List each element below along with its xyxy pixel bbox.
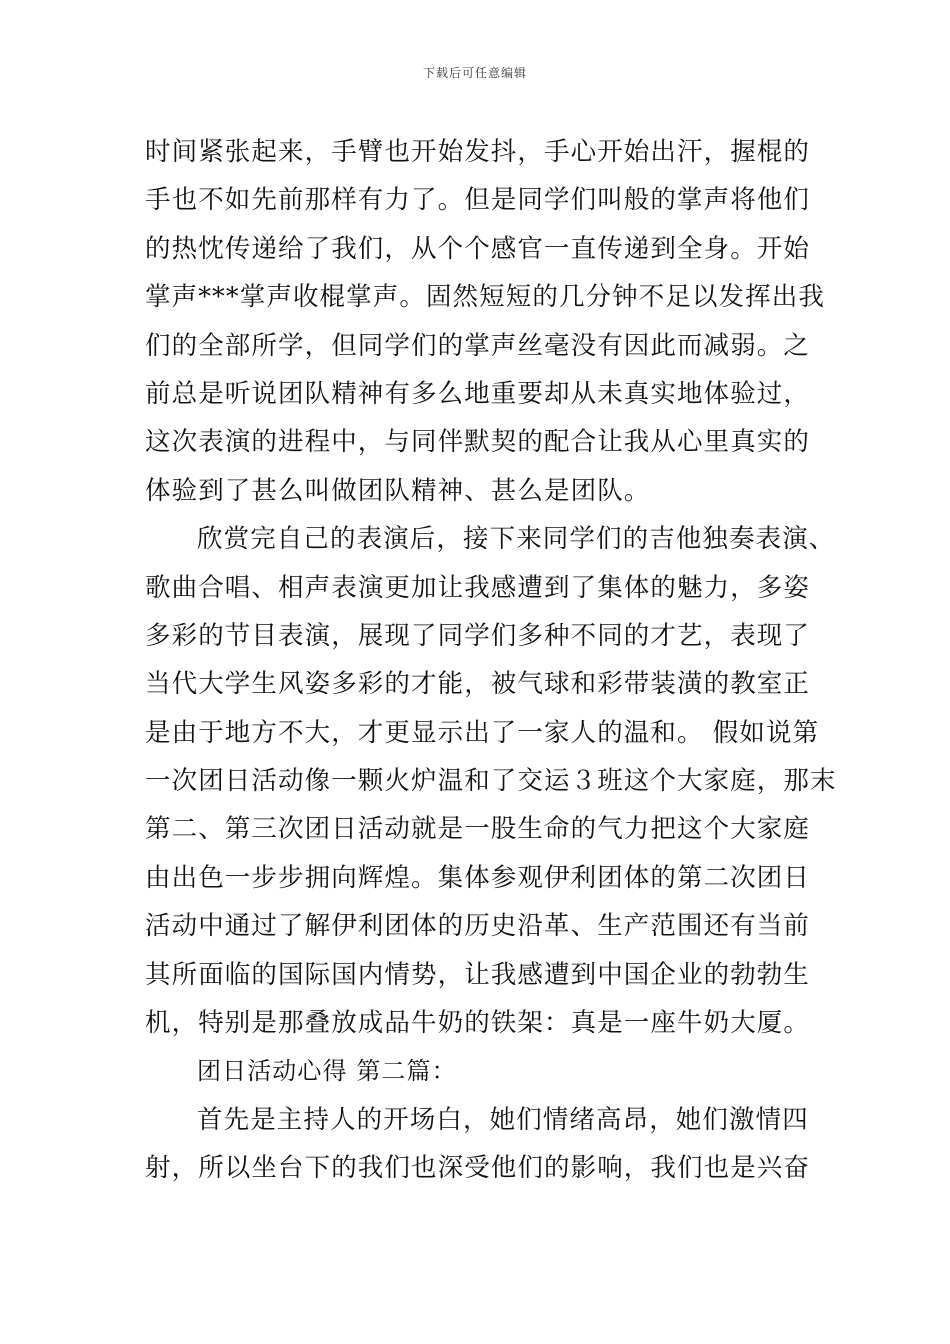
text-line: 多彩的节目表演，展现了同学们多种不同的才艺，表现了 [145, 620, 811, 651]
text-line: 机，特别是那叠放成品牛奶的铁架：真是一座牛奶大厦。 [145, 1008, 811, 1039]
text-line: 是由于地方不大，才更显示出了一家人的温和。 假如说第 [145, 717, 820, 748]
text-line: 们的全部所学，但同学们的掌声丝毫没有因此而减弱。之 [145, 330, 811, 361]
text-line: 其所面临的国际国内情势，让我感遭到中国企业的勃勃生 [145, 959, 811, 990]
text-line: 掌声***掌声收棍掌声。固然短短的几分钟不足以发挥出我 [145, 282, 825, 313]
text-line: 第二、第三次团日活动就是一股生命的气力把这个大家庭 [145, 814, 811, 845]
text-line: 一次团日活动像一颗火炉温和了交运３班这个大家庭，那末 [145, 766, 837, 797]
text-line: 的热忱传递给了我们，从个个感官一直传递到全身。开始 [145, 233, 811, 264]
paragraph-start-line: 首先是主持人的开场白，她们情绪高昂，她们激情四 [197, 1104, 809, 1135]
text-line: 歌曲合唱、相声表演更加让我感遭到了集体的魅力，多姿 [145, 572, 811, 603]
text-line: 前总是听说团队精神有多么地重要却从未真实地体验过， [145, 378, 811, 409]
text-line: 活动中通过了解伊利团体的历史沿革、生产范围还有当前 [145, 911, 811, 942]
text-line: 手也不如先前那样有力了。但是同学们叫般的掌声将他们 [145, 185, 811, 216]
text-line: 由出色一步步拥向辉煌。集体参观伊利团体的第二次团日 [145, 862, 811, 893]
text-line: 体验到了甚么叫做团队精神、甚么是团队。 [145, 475, 651, 506]
document-body [145, 128, 837, 1193]
text-line: 当代大学生风姿多彩的才能，被气球和彩带装潢的教室正 [145, 669, 811, 700]
page-header: 下载后可任意编辑 [422, 66, 527, 80]
text-line: 射，所以坐台下的我们也深受他们的影响，我们也是兴奋 [145, 1153, 811, 1184]
section-heading: 团日活动心得 第二篇： [197, 1057, 457, 1086]
paragraph-start-line: 欣赏完自己的表演后，接下来同学们的吉他独奏表演、 [197, 524, 836, 555]
text-line: 这次表演的进程中，与同伴默契的配合让我从心里真实的 [145, 427, 811, 458]
text-line: 时间紧张起来，手臂也开始发抖，手心开始出汗，握棍的 [145, 137, 811, 167]
